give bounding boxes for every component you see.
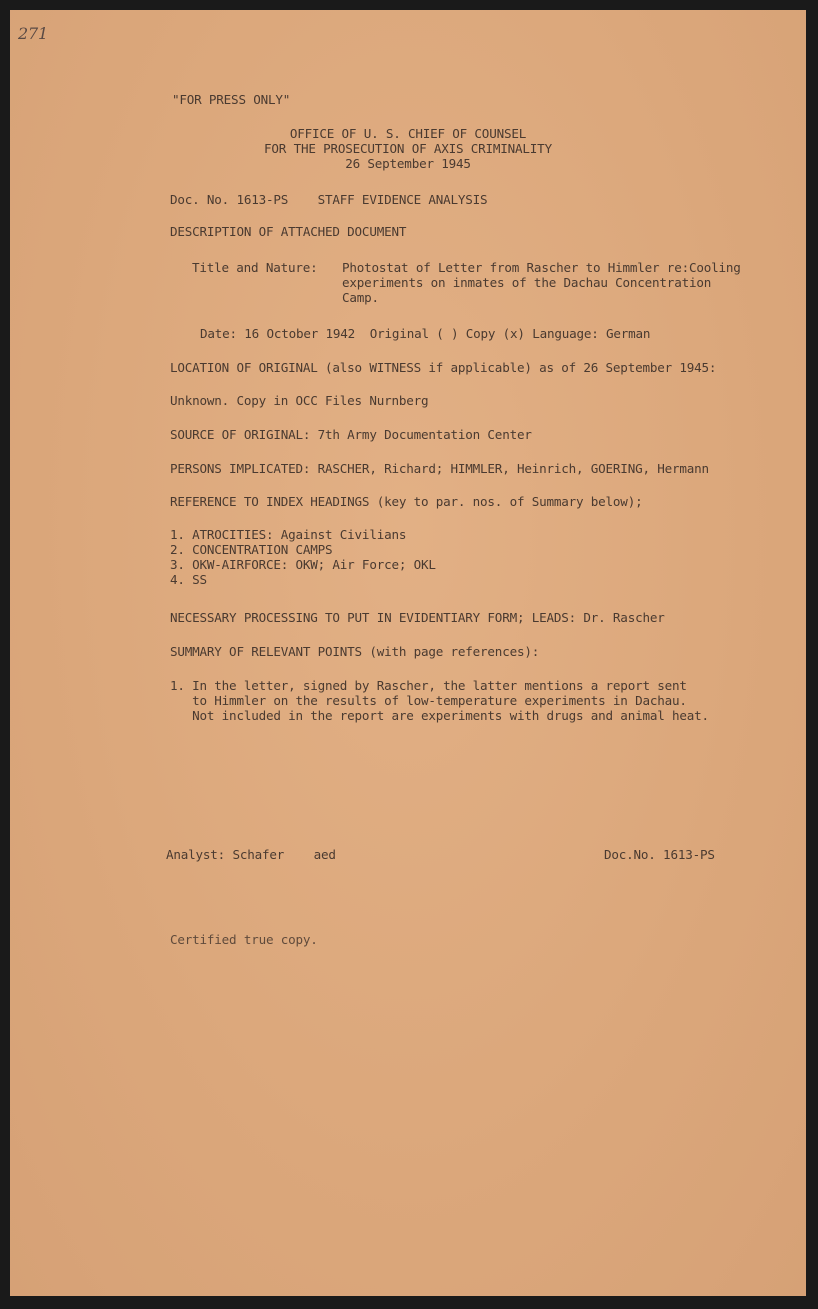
office-line-2: FOR THE PROSECUTION OF AXIS CRIMINALITY: [264, 141, 552, 156]
analyst-line: Analyst: Schafer aed: [166, 847, 336, 862]
title-nature-label: Title and Nature:: [192, 260, 318, 275]
persons-implicated: PERSONS IMPLICATED: RASCHER, Richard; HIMMLER, Heinrich, GOERING, Hermann: [170, 461, 709, 476]
press-notice: "FOR PRESS ONLY": [172, 92, 291, 107]
description-heading: DESCRIPTION OF ATTACHED DOCUMENT: [170, 224, 407, 239]
doc-header: Doc. No. 1613-PS STAFF EVIDENCE ANALYSIS: [170, 192, 488, 207]
source-line: SOURCE OF ORIGINAL: 7th Army Documentation Center: [170, 427, 532, 442]
reference-line: REFERENCE TO INDEX HEADINGS (key to par. nos. of Summary below);: [170, 494, 643, 509]
index-item: 3. OKW-AIRFORCE: OKW; Air Force; OKL: [170, 557, 436, 572]
certified-copy: Certified true copy.: [170, 932, 318, 947]
document-page: [10, 10, 806, 1296]
index-item: 2. CONCENTRATION CAMPS: [170, 542, 333, 557]
location-heading: LOCATION OF ORIGINAL (also WITNESS if applicable) as of 26 September 1945:: [170, 360, 717, 375]
title-nature-line-1: Photostat of Letter from Rascher to Himmler re:Cooling: [342, 260, 741, 275]
title-nature-line-3: Camp.: [342, 290, 379, 305]
summary-point: to Himmler on the results of low-temperature experiments in Dachau.: [170, 693, 687, 708]
doc-footer-number: Doc.No. 1613-PS: [604, 847, 715, 862]
office-line-1: OFFICE OF U. S. CHIEF OF COUNSEL: [289, 126, 527, 141]
index-item: 4. SS: [170, 572, 207, 587]
summary-point: 1. In the letter, signed by Rascher, the latter mentions a report sent: [170, 678, 687, 693]
title-nature-line-2: experiments on inmates of the Dachau Concentration: [342, 275, 712, 290]
date-line: Date: 16 October 1942 Original ( ) Copy (x) Language: German: [200, 326, 651, 341]
office-date: 26 September 1945: [345, 156, 471, 171]
index-item: 1. ATROCITIES: Against Civilians: [170, 527, 407, 542]
summary-heading: SUMMARY OF RELEVANT POINTS (with page references):: [170, 644, 540, 659]
processing-line: NECESSARY PROCESSING TO PUT IN EVIDENTIARY FORM; LEADS: Dr. Rascher: [170, 610, 665, 625]
handwritten-page-number: 271: [18, 24, 48, 43]
summary-point: Not included in the report are experiments with drugs and animal heat.: [170, 708, 709, 723]
location-value: Unknown. Copy in OCC Files Nurnberg: [170, 393, 429, 408]
